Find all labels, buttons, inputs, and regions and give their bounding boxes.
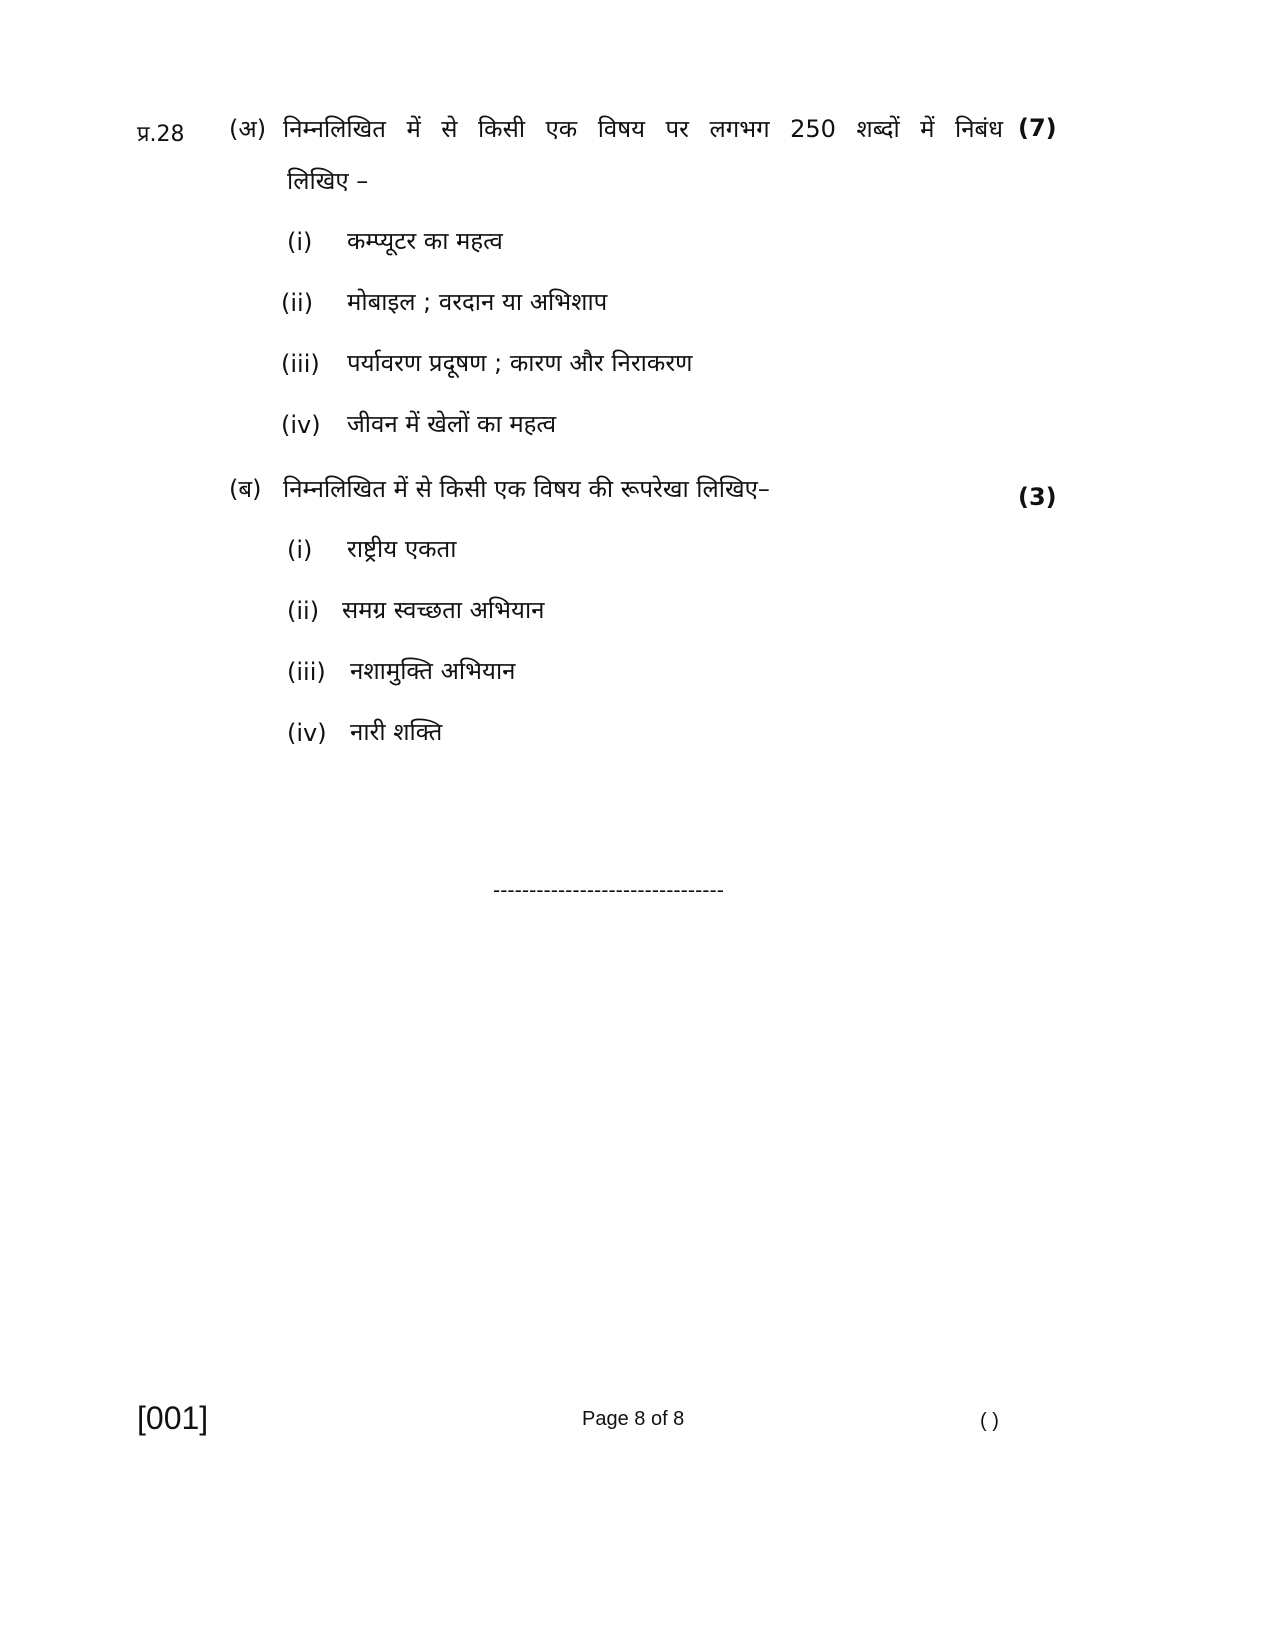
part-a-item-3-text: पर्यावरण प्रदूषण ; कारण और निराकरण: [347, 349, 693, 377]
part-a-item-3-roman: (iii): [281, 350, 320, 378]
part-b-marks: (3): [1018, 483, 1057, 511]
part-b-item-2-roman: (ii): [287, 597, 320, 625]
part-b-label: (ब): [229, 475, 262, 503]
footer-page-number: Page 8 of 8: [582, 1408, 685, 1430]
part-a-item-1-text: कम्प्यूटर का महत्व: [347, 227, 503, 255]
part-a-item-4-text: जीवन में खेलों का महत्व: [347, 410, 557, 438]
part-a-label: (अ): [229, 115, 267, 143]
part-a-marks: (7): [1018, 114, 1057, 142]
part-b-item-2-text: समग्र स्वच्छता अभियान: [342, 596, 545, 624]
part-a-item-1-roman: (i): [287, 228, 313, 256]
end-divider: --------------------------------: [493, 878, 724, 902]
part-b-item-3-text: नशामुक्ति अभियान: [350, 657, 516, 685]
footer-paren: ( ): [980, 1410, 999, 1432]
part-b-text: निम्नलिखित में से किसी एक विषय की रूपरेखा लिखिए–: [283, 475, 770, 503]
part-b-item-4-roman: (iv): [287, 719, 327, 747]
part-a-item-2-text: मोबाइल ; वरदान या अभिशाप: [347, 288, 608, 316]
question-number: प्र.28: [137, 122, 185, 147]
part-a-text-line2: लिखिए –: [287, 167, 369, 195]
footer-code: [001]: [137, 1400, 209, 1436]
part-a-item-4-roman: (iv): [281, 411, 321, 439]
part-b-item-3-roman: (iii): [287, 658, 326, 686]
part-a-item-2-roman: (ii): [281, 289, 314, 317]
part-b-item-4-text: नारी शक्ति: [350, 718, 443, 746]
part-b-item-1-text: राष्ट्रीय एकता: [347, 535, 457, 563]
part-a-text-line1: निम्नलिखित में से किसी एक विषय पर लगभग 250 शब्दों में निबंध: [283, 115, 1003, 143]
part-b-item-1-roman: (i): [287, 536, 313, 564]
